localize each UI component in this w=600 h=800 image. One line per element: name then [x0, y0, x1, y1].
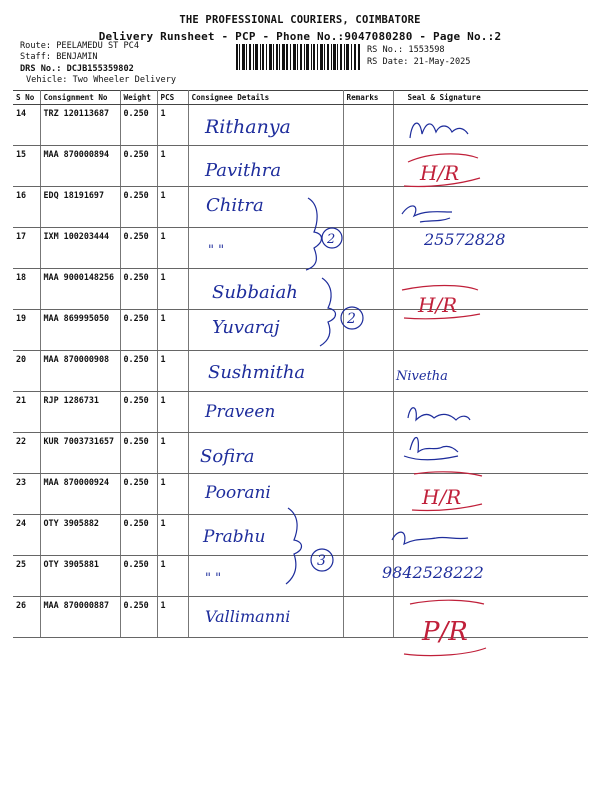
row-remarks — [343, 105, 393, 146]
header-sno: S No — [13, 91, 40, 105]
row-pcs: 1 — [157, 146, 188, 187]
refused-mark: H/R — [422, 485, 462, 509]
row-pcs: 1 — [157, 105, 188, 146]
row-pcs: 1 — [157, 351, 188, 392]
row-pcs: 1 — [157, 556, 188, 597]
row-sno: 23 — [13, 474, 40, 515]
table-row — [13, 392, 588, 433]
row-consignee-details — [188, 597, 343, 638]
row-remarks — [343, 515, 393, 556]
row-pcs: 1 — [157, 515, 188, 556]
consignee-handwriting: Subbaiah — [212, 282, 298, 303]
table-row — [13, 310, 588, 351]
table-header-row — [13, 91, 588, 105]
row-pcs: 1 — [157, 474, 188, 515]
vehicle-info: Vehicle: Two Wheeler Delivery — [26, 75, 177, 85]
runsheet-subtitle: Delivery Runsheet - PCP - Phone No.:9047080280 - Page No.:2 — [98, 30, 502, 43]
row-consignee-details — [188, 433, 343, 474]
consignee-handwriting: Poorani — [205, 483, 271, 503]
table-row — [13, 433, 588, 474]
consignee-handwriting: Sushmitha — [208, 362, 306, 383]
staff-info: Staff: BENJAMIN — [20, 52, 98, 62]
row-pcs: 1 — [157, 228, 188, 269]
row-consignment-no: TRZ 120113687 — [40, 105, 120, 146]
row-weight: 0.250 — [120, 515, 157, 556]
row-consignee-details — [188, 187, 343, 228]
row-consignee-details — [188, 146, 343, 187]
barcode-image — [236, 44, 360, 70]
row-consignment-no: MAA 870000894 — [40, 146, 120, 187]
row-seal-signature — [393, 310, 588, 351]
row-remarks — [343, 146, 393, 187]
row-seal-signature — [393, 556, 588, 597]
row-remarks — [343, 392, 393, 433]
table-row — [13, 269, 588, 310]
consignee-handwriting: Rithanya — [205, 116, 291, 138]
row-consignee-details — [188, 392, 343, 433]
row-pcs: 1 — [157, 187, 188, 228]
header-consignee: Consignee Details — [188, 91, 343, 105]
rs-number: RS No.: 1553598 — [367, 45, 445, 55]
row-pcs: 1 — [157, 310, 188, 351]
row-consignee-details — [188, 515, 343, 556]
row-seal-signature — [393, 433, 588, 474]
route-info: Route: PEELAMEDU ST PC4 — [20, 41, 139, 51]
row-consignment-no: EDQ 18191697 — [40, 187, 120, 228]
table-row — [13, 228, 588, 269]
table-row — [13, 597, 588, 638]
row-consignment-no: MAA 869995050 — [40, 310, 120, 351]
row-weight: 0.250 — [120, 392, 157, 433]
ditto-mark: " " — [208, 243, 225, 258]
row-pcs: 1 — [157, 269, 188, 310]
runsheet-table — [13, 90, 588, 638]
row-consignment-no: IXM 100203444 — [40, 228, 120, 269]
row-consignment-no: MAA 870000908 — [40, 351, 120, 392]
row-pcs: 1 — [157, 597, 188, 638]
consignee-handwriting: Yuvaraj — [212, 317, 280, 338]
row-weight: 0.250 — [120, 597, 157, 638]
row-sno: 14 — [13, 105, 40, 146]
row-weight: 0.250 — [120, 433, 157, 474]
consignee-handwriting: Sofira — [200, 446, 255, 467]
row-sno: 20 — [13, 351, 40, 392]
row-seal-signature — [393, 474, 588, 515]
row-consignee-details — [188, 228, 343, 269]
row-sno: 26 — [13, 597, 40, 638]
row-consignee-details — [188, 105, 343, 146]
phone-handwriting: 9842528222 — [382, 563, 484, 582]
drs-number: DRS No.: DCJB155359802 — [20, 64, 134, 74]
row-consignment-no: RJP 1286731 — [40, 392, 120, 433]
consignee-handwriting: Pavithra — [205, 160, 282, 181]
rs-date: RS Date: 21-May-2025 — [367, 57, 471, 67]
row-sno: 21 — [13, 392, 40, 433]
consignee-handwriting: Vallimanni — [205, 607, 291, 626]
consignee-handwriting: Praveen — [205, 402, 276, 422]
refused-mark: H/R — [420, 161, 460, 185]
row-remarks — [343, 269, 393, 310]
row-remarks — [343, 474, 393, 515]
row-consignee-details — [188, 351, 343, 392]
row-weight: 0.250 — [120, 105, 157, 146]
table-row — [13, 146, 588, 187]
circled-count-number: 3 — [317, 553, 326, 569]
refused-mark: P/R — [422, 617, 468, 647]
refused-mark: H/R — [418, 293, 458, 317]
circled-count-number: 2 — [327, 232, 336, 247]
table-row — [13, 351, 588, 392]
row-weight: 0.250 — [120, 146, 157, 187]
table-row — [13, 515, 588, 556]
row-remarks — [343, 556, 393, 597]
header-pcs: PCS — [157, 91, 188, 105]
row-sno: 15 — [13, 146, 40, 187]
row-weight: 0.250 — [120, 187, 157, 228]
row-weight: 0.250 — [120, 556, 157, 597]
table-row — [13, 556, 588, 597]
row-consignment-no: OTY 3905882 — [40, 515, 120, 556]
row-remarks — [343, 187, 393, 228]
row-consignee-details — [188, 474, 343, 515]
company-title: THE PROFESSIONAL COURIERS, COIMBATORE — [179, 14, 421, 26]
row-sno: 25 — [13, 556, 40, 597]
row-consignment-no: MAA 870000924 — [40, 474, 120, 515]
row-sno: 22 — [13, 433, 40, 474]
header-consignment: Consignment No — [40, 91, 120, 105]
row-seal-signature — [393, 515, 588, 556]
row-consignee-details — [188, 556, 343, 597]
row-sno: 19 — [13, 310, 40, 351]
row-sno: 17 — [13, 228, 40, 269]
row-sno: 24 — [13, 515, 40, 556]
phone-handwriting: 25572828 — [424, 230, 506, 249]
row-seal-signature — [393, 187, 588, 228]
row-seal-signature — [393, 228, 588, 269]
row-weight: 0.250 — [120, 310, 157, 351]
row-seal-signature — [393, 105, 588, 146]
signature-handwriting: Nivetha — [396, 369, 448, 384]
row-consignee-details — [188, 310, 343, 351]
row-seal-signature — [393, 392, 588, 433]
header-weight: Weight — [120, 91, 157, 105]
table-row — [13, 105, 588, 146]
row-remarks — [343, 351, 393, 392]
row-seal-signature — [393, 351, 588, 392]
row-consignment-no: MAA 9000148256 — [40, 269, 120, 310]
row-sno: 16 — [13, 187, 40, 228]
ditto-mark: " " — [205, 571, 222, 586]
row-consignment-no: KUR 7003731657 — [40, 433, 120, 474]
row-pcs: 1 — [157, 433, 188, 474]
row-weight: 0.250 — [120, 474, 157, 515]
header-remarks: Remarks — [343, 91, 393, 105]
row-weight: 0.250 — [120, 228, 157, 269]
row-remarks — [343, 433, 393, 474]
header-seal-signature: Seal & Signature — [393, 91, 588, 105]
row-consignee-details — [188, 269, 343, 310]
row-seal-signature — [393, 146, 588, 187]
row-seal-signature — [393, 269, 588, 310]
row-consignment-no: MAA 870000887 — [40, 597, 120, 638]
consignee-handwriting: Chitra — [206, 195, 264, 216]
consignee-handwriting: Prabhu — [203, 527, 266, 547]
row-remarks — [343, 310, 393, 351]
row-consignment-no: OTY 3905881 — [40, 556, 120, 597]
table-row — [13, 187, 588, 228]
row-seal-signature — [393, 597, 588, 638]
row-sno: 18 — [13, 269, 40, 310]
circled-count-number: 2 — [347, 311, 356, 327]
row-weight: 0.250 — [120, 351, 157, 392]
table-row — [13, 474, 588, 515]
row-remarks — [343, 597, 393, 638]
row-remarks — [343, 228, 393, 269]
row-weight: 0.250 — [120, 269, 157, 310]
row-pcs: 1 — [157, 392, 188, 433]
